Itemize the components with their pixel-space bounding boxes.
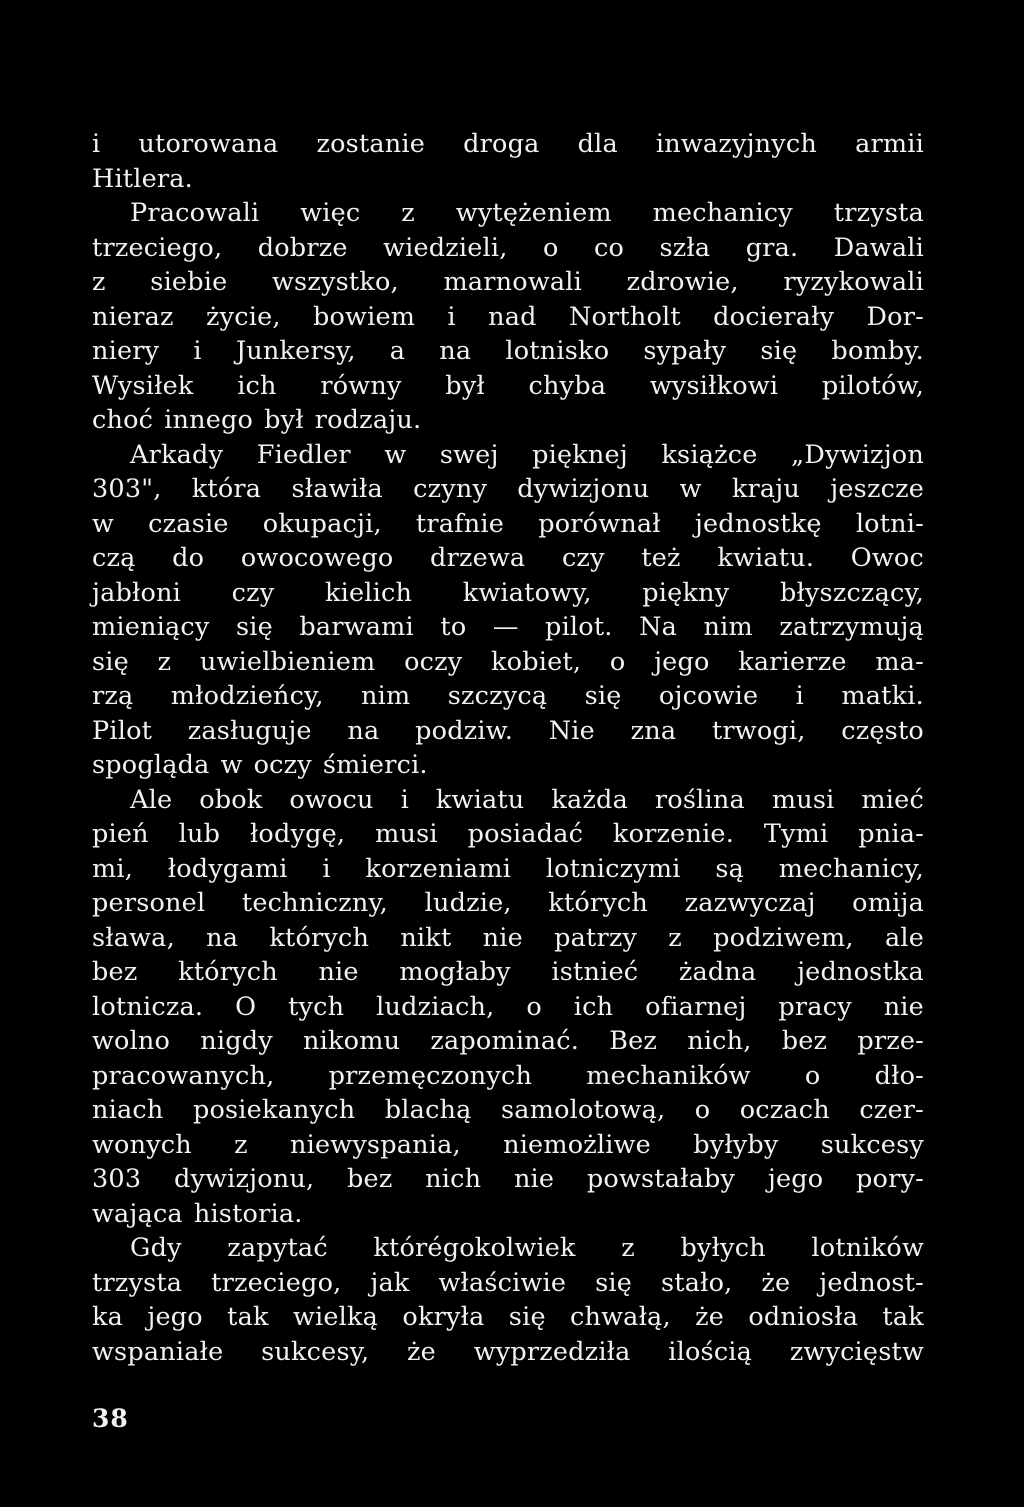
text-line: mieniący się barwami to — pilot. Na nim zatrzymują xyxy=(92,612,924,642)
text-line: choć innego był rodzaju. xyxy=(92,405,422,435)
text-line: mi, łodygami i korzeniami lotniczymi są mechanicy, xyxy=(92,853,924,884)
text-line: Hitlera. xyxy=(92,163,193,194)
text-line: się z uwielbieniem oczy kobiet, o jego karierze ma- xyxy=(92,646,924,677)
text-line: Arkady Fiedler w swej pięknej książce „Dywizjon xyxy=(130,439,924,470)
text-line: Wysiłek ich równy był chyba wysiłkowi pilotów, xyxy=(92,370,924,401)
text-line: Gdy zapytać którégokolwiek z byłych lotników xyxy=(130,1233,924,1263)
text-line: personel techniczny, ludzie, których zazwyczaj omija xyxy=(92,888,924,918)
text-line: pracowanych, przemęczonych mechaników o dło- xyxy=(92,1060,924,1091)
text-line: i utorowana zostanie droga dla inwazyjnych armii xyxy=(92,129,924,159)
text-line: wspaniałe sukcesy, że wyprzedziła ilością zwycięstw xyxy=(92,1336,924,1367)
text-line: z siebie wszystko, marnowali zdrowie, ryzykowali xyxy=(92,267,924,297)
text-line: nieraz życie, bowiem i nad Northolt docierały Dor- xyxy=(92,301,924,332)
text-line: trzeciego, dobrze wiedzieli, o co szła gra. Dawali xyxy=(92,232,924,263)
text-line: wająca historia. xyxy=(92,1198,303,1229)
text-line: w czasie okupacji, trafnie porównał jednostkę lotni- xyxy=(92,508,924,539)
text-line: Pracowali więc z wytężeniem mechanicy trzysta xyxy=(130,198,924,228)
text-line: spogląda w oczy śmierci. xyxy=(92,750,428,780)
text-line: bez których nie mogłaby istnieć żadna jednostka xyxy=(92,957,924,987)
text-line: Pilot zasługuje na podziw. Nie zna trwogi, często xyxy=(92,715,924,746)
text-line: 303", która sławiła czyny dywizjonu w kraju jeszcze xyxy=(92,474,924,504)
text-line: niery i Junkersy, a na lotnisko sypały się bomby. xyxy=(92,336,924,366)
text-line: niach posiekanych blachą samolotową, o oczach czer- xyxy=(92,1095,924,1125)
text-line: czą do owocowego drzewa czy też kwiatu. Owoc xyxy=(92,543,924,573)
body-text xyxy=(92,127,924,1369)
text-line: wolno nigdy nikomu zapominać. Bez nich, bez prze- xyxy=(92,1026,924,1056)
text-line: ka jego tak wielką okryła się chwałą, że odniosła tak xyxy=(92,1302,924,1332)
text-line: pień lub łodygę, musi posiadać korzenie. Tymi pnia- xyxy=(92,819,924,849)
text-line: sława, na których nikt nie patrzy z podziwem, ale xyxy=(92,922,924,953)
page-number: 38 xyxy=(92,1404,129,1433)
text-line: jabłoni czy kielich kwiatowy, piękny błyszczący, xyxy=(92,577,924,608)
text-line: rzą młodzieńcy, nim szczycą się ojcowie i matki. xyxy=(92,681,924,711)
text-line: Ale obok owocu i kwiatu każda roślina musi mieć xyxy=(130,784,924,815)
text-line: 303 dywizjonu, bez nich nie powstałaby jego pory- xyxy=(92,1164,924,1194)
text-line: trzysta trzeciego, jak właściwie się stało, że jednost- xyxy=(92,1267,924,1298)
text-line: wonych z niewyspania, niemożliwe byłyby sukcesy xyxy=(92,1129,924,1160)
text-line: lotnicza. O tych ludziach, o ich ofiarnej pracy nie xyxy=(92,991,924,1022)
